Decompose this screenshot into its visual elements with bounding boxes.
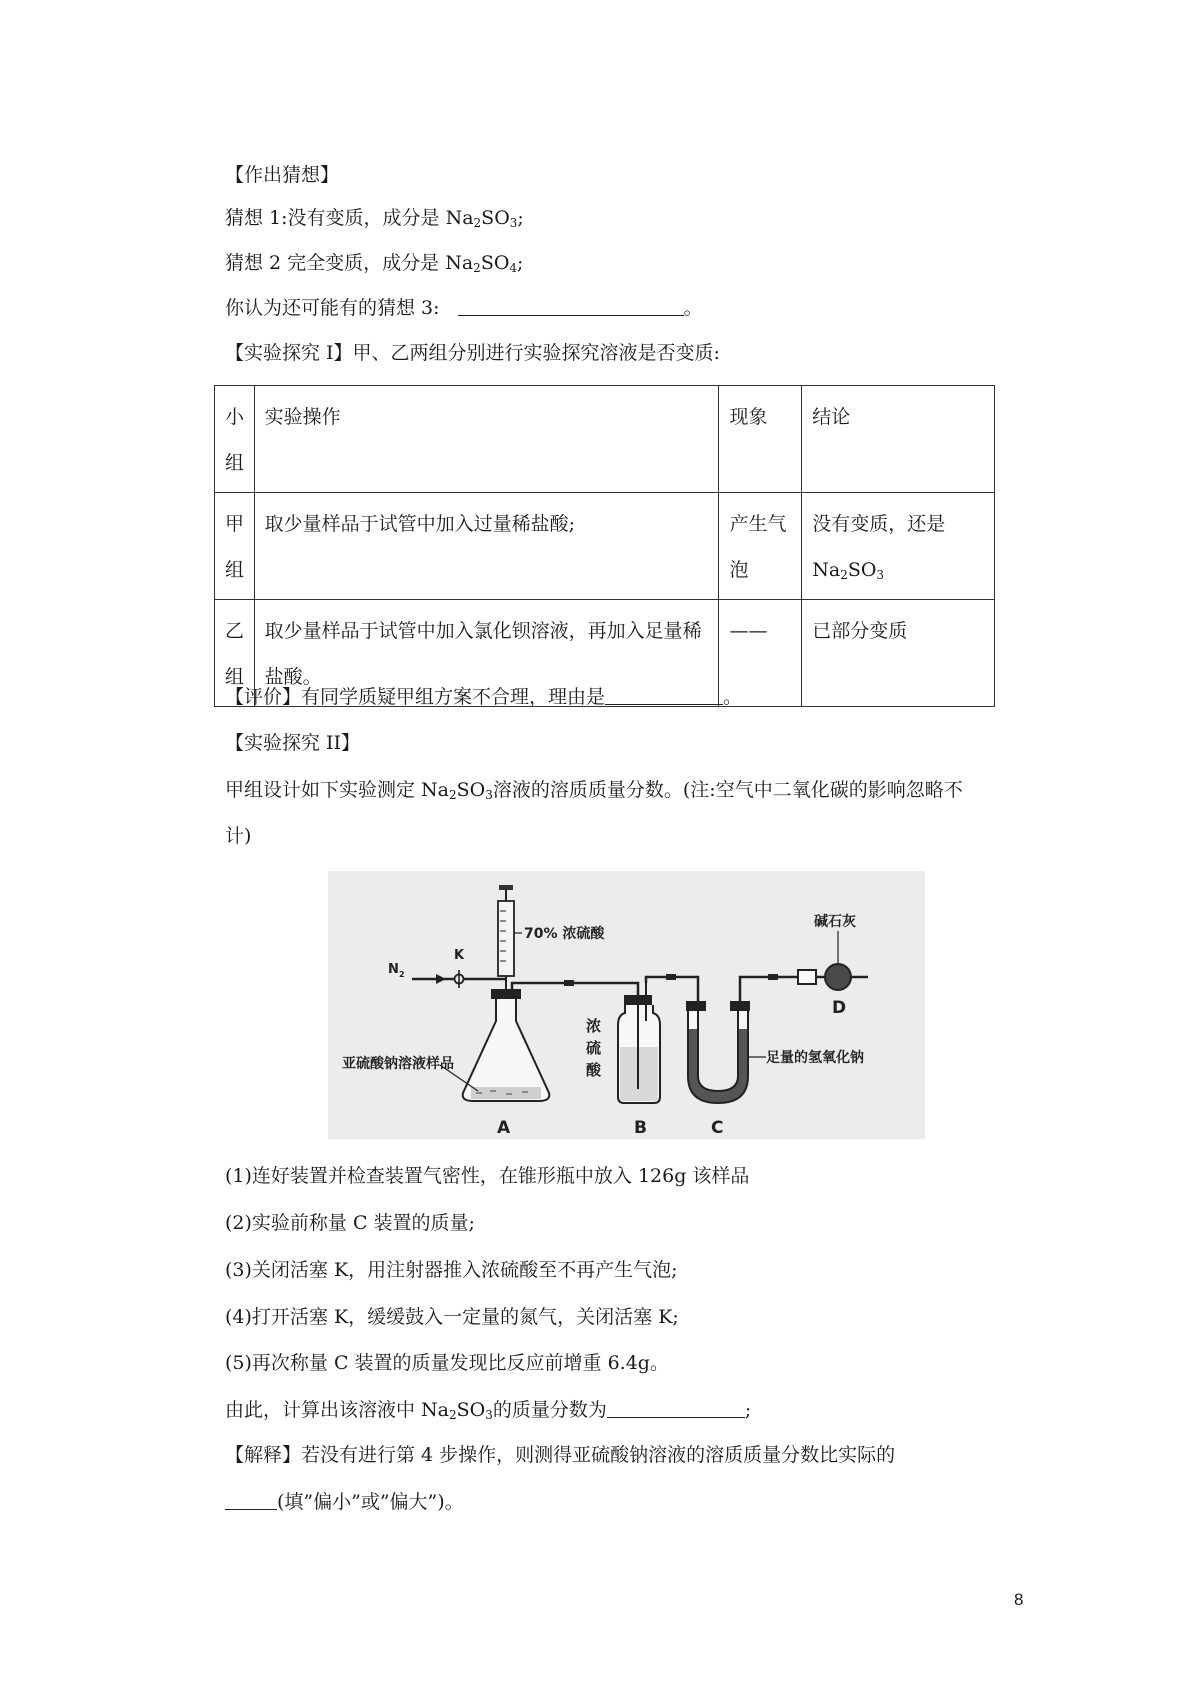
table-header-cell: 结论: [802, 386, 995, 493]
sample-label: 亚硫酸钠溶液样品: [342, 1056, 454, 1072]
b-acid-label: 浓: [586, 1017, 602, 1035]
table-cell-operation: 取少量样品于试管中加入过量稀盐酸;: [254, 493, 719, 600]
experiment2-heading: 【实验探究 II】: [225, 732, 361, 754]
table-cell-group: 乙组: [215, 600, 255, 707]
experiment1-heading: 【实验探究 I】甲、乙两组分别进行实验探究溶液是否变质:: [225, 342, 720, 364]
apparatus-figure: [328, 871, 925, 1139]
table-cell-conclusion: 已部分变质: [802, 600, 995, 707]
flask-a-icon: [463, 999, 550, 1101]
label-d: D: [832, 998, 847, 1018]
table-cell-group: 甲组: [215, 493, 255, 600]
guess-heading: 【作出猜想】: [225, 164, 340, 186]
n2-label: N: [388, 962, 399, 977]
guess-3: 你认为还可能有的猜想 3: 。: [225, 297, 703, 319]
experiment2-intro: 甲组设计如下实验测定 $Na_2SO_3$溶液的溶质质量分数。(注:空气中二氧化碳的影响忽略不: [225, 779, 963, 802]
guess-2: 猜想 2 完全变质，成分是 $Na_2SO_4$;: [225, 252, 524, 275]
label-c: C: [711, 1118, 724, 1138]
explanation-cont: (填”偏小”或”偏大”)。: [225, 1489, 464, 1515]
acid-label: 70% 浓硫酸: [524, 926, 605, 942]
answer-blank[interactable]: [607, 1399, 745, 1418]
arrow-icon: [436, 974, 446, 984]
table-cell-conclusion: 没有变质，还是 $Na_2SO_3$: [802, 493, 995, 600]
step-5: (5)再次称量 C 装置的质量发现比反应前增重 6.4g。: [225, 1352, 669, 1374]
step-1: (1)连好装置并检查装置气密性，在锥形瓶中放入 126g 该样品: [225, 1165, 750, 1187]
page-number: 8: [1014, 1590, 1024, 1609]
evaluation: 【评价】有同学质疑甲组方案不合理，理由是 。: [225, 686, 743, 708]
syringe-plunger-icon: [499, 885, 513, 890]
table-cell-phenomenon: ——: [719, 600, 802, 707]
valve-k-label: K: [454, 948, 465, 963]
experiment2-intro-cont: 计): [225, 825, 252, 847]
explanation: 【解释】若没有进行第 4 步操作，则测得亚硫酸钠溶液的溶质质量分数比实际的: [225, 1444, 896, 1466]
soda-lime-label: 碱石灰: [814, 914, 856, 930]
syringe-icon: [498, 901, 514, 976]
drying-tube-d-icon: [825, 964, 851, 990]
svg-text:酸: 酸: [586, 1061, 602, 1079]
svg-text:2: 2: [399, 970, 405, 979]
answer-blank[interactable]: [225, 1491, 277, 1510]
stopper-icon: [491, 989, 521, 999]
answer-blank[interactable]: [458, 297, 684, 316]
guess-1: 猜想 1:没有变质，成分是 $Na_2SO_3$;: [225, 207, 524, 230]
table-cell-phenomenon: 产生气泡: [719, 493, 802, 600]
step-2: (2)实验前称量 C 装置的质量;: [225, 1212, 475, 1234]
naoh-label: 足量的氢氧化钠: [766, 1050, 864, 1066]
stopper-icon: [686, 1001, 706, 1011]
experiment-table: [214, 385, 995, 707]
label-a: A: [497, 1118, 511, 1138]
table-row: [215, 493, 995, 600]
table-header-cell: 小组: [215, 386, 255, 493]
table-header-cell: 实验操作: [254, 386, 719, 493]
answer-blank[interactable]: [605, 686, 723, 705]
svg-text:硫: 硫: [586, 1039, 602, 1057]
step-3: (3)关闭活塞 K，用注射器推入浓硫酸至不再产生气泡;: [225, 1259, 678, 1281]
table-cell-operation: 取少量样品于试管中加入氯化钡溶液，再加入足量稀盐酸。: [254, 600, 719, 707]
connector-icon: [798, 970, 816, 984]
table-header-cell: 现象: [719, 386, 802, 493]
calc-question: 由此，计算出该溶液中 $Na_2SO_3$的质量分数为 ;: [225, 1399, 752, 1422]
step-4: (4)打开活塞 K，缓缓鼓入一定量的氮气，关闭活塞 K;: [225, 1306, 679, 1328]
label-b: B: [634, 1118, 647, 1138]
table-header-row: [215, 386, 995, 493]
